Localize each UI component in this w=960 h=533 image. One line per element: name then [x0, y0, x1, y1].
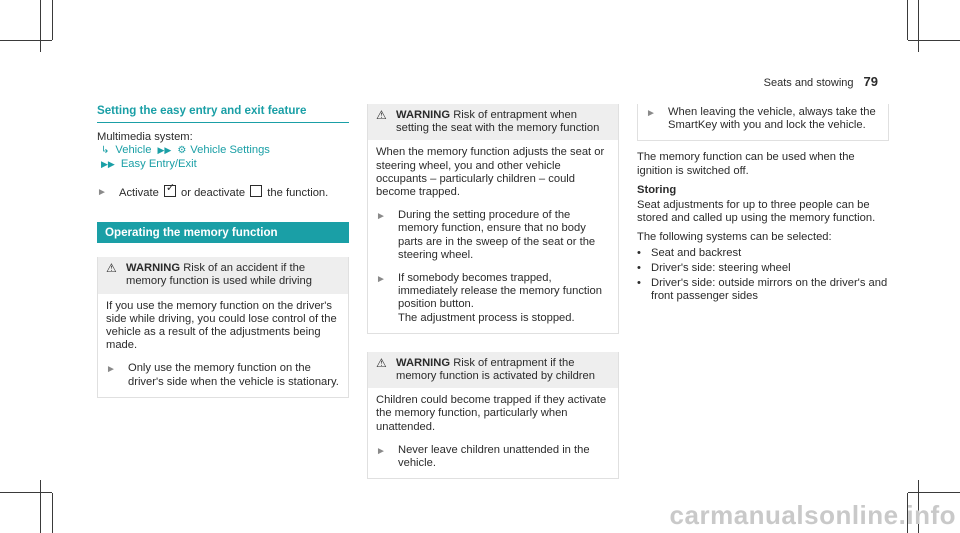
warning-step-text: When leaving the vehicle, always take the SmartKey with you and lock the vehicle.	[668, 106, 876, 132]
step-arrow-icon: ►	[376, 274, 386, 286]
warning-step-text: During the setting procedure of the memory function, ensure that no body parts are in the sweep of the seat or the steering wheel.	[398, 209, 596, 261]
list-item	[637, 262, 889, 275]
bullet-icon: •	[637, 246, 641, 259]
column-left	[97, 104, 349, 398]
warning-box-1	[367, 104, 619, 334]
warning-box-2	[367, 352, 619, 479]
nav-path	[101, 144, 349, 157]
warning-header	[368, 352, 618, 388]
page-number: 79	[863, 74, 878, 89]
nav-path-2	[101, 158, 349, 171]
return-arrow-icon: ↳	[101, 145, 110, 157]
bullet-icon: •	[637, 261, 641, 274]
warning-text: Risk of entrapment if the memory function is activated by children	[396, 356, 595, 383]
heading-rule	[97, 122, 349, 123]
column-right	[637, 104, 889, 303]
warning-triangle-icon: ⚠	[376, 108, 387, 122]
list-item-text: Seat and backrest	[651, 246, 742, 259]
step-text-activate: Activate	[119, 186, 159, 199]
warning-triangle-icon: ⚠	[106, 261, 117, 276]
section-heading: Setting the easy entry and exit feature	[97, 104, 307, 117]
warning-title: WARNING	[396, 356, 451, 369]
double-chevron-icon: ▶▶	[101, 158, 115, 169]
list-item	[637, 277, 889, 303]
list-item-text: Driver's side: outside mirrors on the driver's and front passenger sides	[651, 277, 888, 303]
warning-body: When the memory function adjusts the seat or steering wheel, you and other vehicle occupants – particularly children – could become trapped.	[376, 146, 605, 199]
warning-body: If you use the memory function on the driver's side while driving, you could lose control of the vehicle as a result of the adjustments being made.	[106, 299, 337, 352]
section-title: Seats and stowing	[763, 77, 854, 89]
warning-header	[98, 257, 348, 293]
multimedia-label: Multimedia system:	[97, 131, 193, 144]
checkbox-empty-icon	[250, 185, 262, 197]
warning-title: WARNING	[396, 109, 451, 121]
step-arrow-icon: ►	[376, 445, 386, 457]
warning-header	[368, 104, 618, 140]
paragraph: The following systems can be selected:	[637, 231, 832, 244]
checkbox-checked-icon	[164, 185, 176, 197]
list-item	[637, 247, 889, 260]
warning-step-text: Never leave children unattended in the vehicle.	[398, 443, 590, 470]
step-arrow-icon: ►	[646, 108, 656, 119]
watermark: carmanualsonline.info	[669, 500, 956, 530]
nav-easy-entry[interactable]: Easy Entry/Exit	[120, 157, 197, 170]
step-text-deactivate: or deactivate	[181, 186, 246, 199]
list-item-text: Driver's side: steering wheel	[651, 261, 791, 274]
section-bar: Operating the memory function	[97, 222, 349, 243]
paragraph: Seat adjustments for up to three people can be stored and called up using the memory function.	[637, 199, 876, 225]
warning-text: Risk of an accident if the memory function is used while driving	[126, 262, 312, 288]
warning-box-continued	[637, 104, 889, 141]
storing-heading: Storing	[637, 183, 677, 196]
warning-step-2	[376, 272, 610, 325]
paragraph: The memory function can be used when the ignition is switched off.	[637, 151, 855, 177]
warning-text: Risk of entrapment when setting the seat with the memory function	[396, 109, 600, 135]
warning-body: Children could become trapped if they activate the memory function, particularly when unattended.	[376, 394, 607, 433]
warning-triangle-icon: ⚠	[376, 355, 387, 370]
page-header	[764, 74, 878, 89]
double-chevron-icon: ▶▶	[157, 145, 172, 156]
nav-vehicle-settings[interactable]: Vehicle Settings	[190, 144, 270, 157]
warning-box	[97, 257, 349, 398]
warning-title: WARNING	[126, 262, 181, 275]
bullet-icon: •	[637, 277, 641, 290]
activate-step	[97, 185, 349, 200]
warning-step	[646, 106, 880, 132]
step-text-function: the function.	[267, 186, 329, 199]
step-arrow-icon: ►	[376, 211, 386, 223]
warning-step-result: The adjustment process is stopped.	[398, 311, 575, 324]
nav-vehicle[interactable]: Vehicle	[115, 144, 152, 157]
warning-step	[106, 362, 340, 388]
settings-icon: ⚙	[177, 145, 187, 157]
warning-step	[376, 444, 610, 470]
step-arrow-icon: ►	[106, 364, 116, 376]
step-arrow-icon: ►	[97, 186, 107, 198]
warning-step-text: Only use the memory function on the driver's side when the vehicle is stationary.	[128, 362, 339, 388]
warning-step-1	[376, 209, 610, 262]
column-middle	[367, 104, 619, 479]
warning-step-text: If somebody becomes trapped, immediately release the memory function position button.	[398, 272, 602, 311]
